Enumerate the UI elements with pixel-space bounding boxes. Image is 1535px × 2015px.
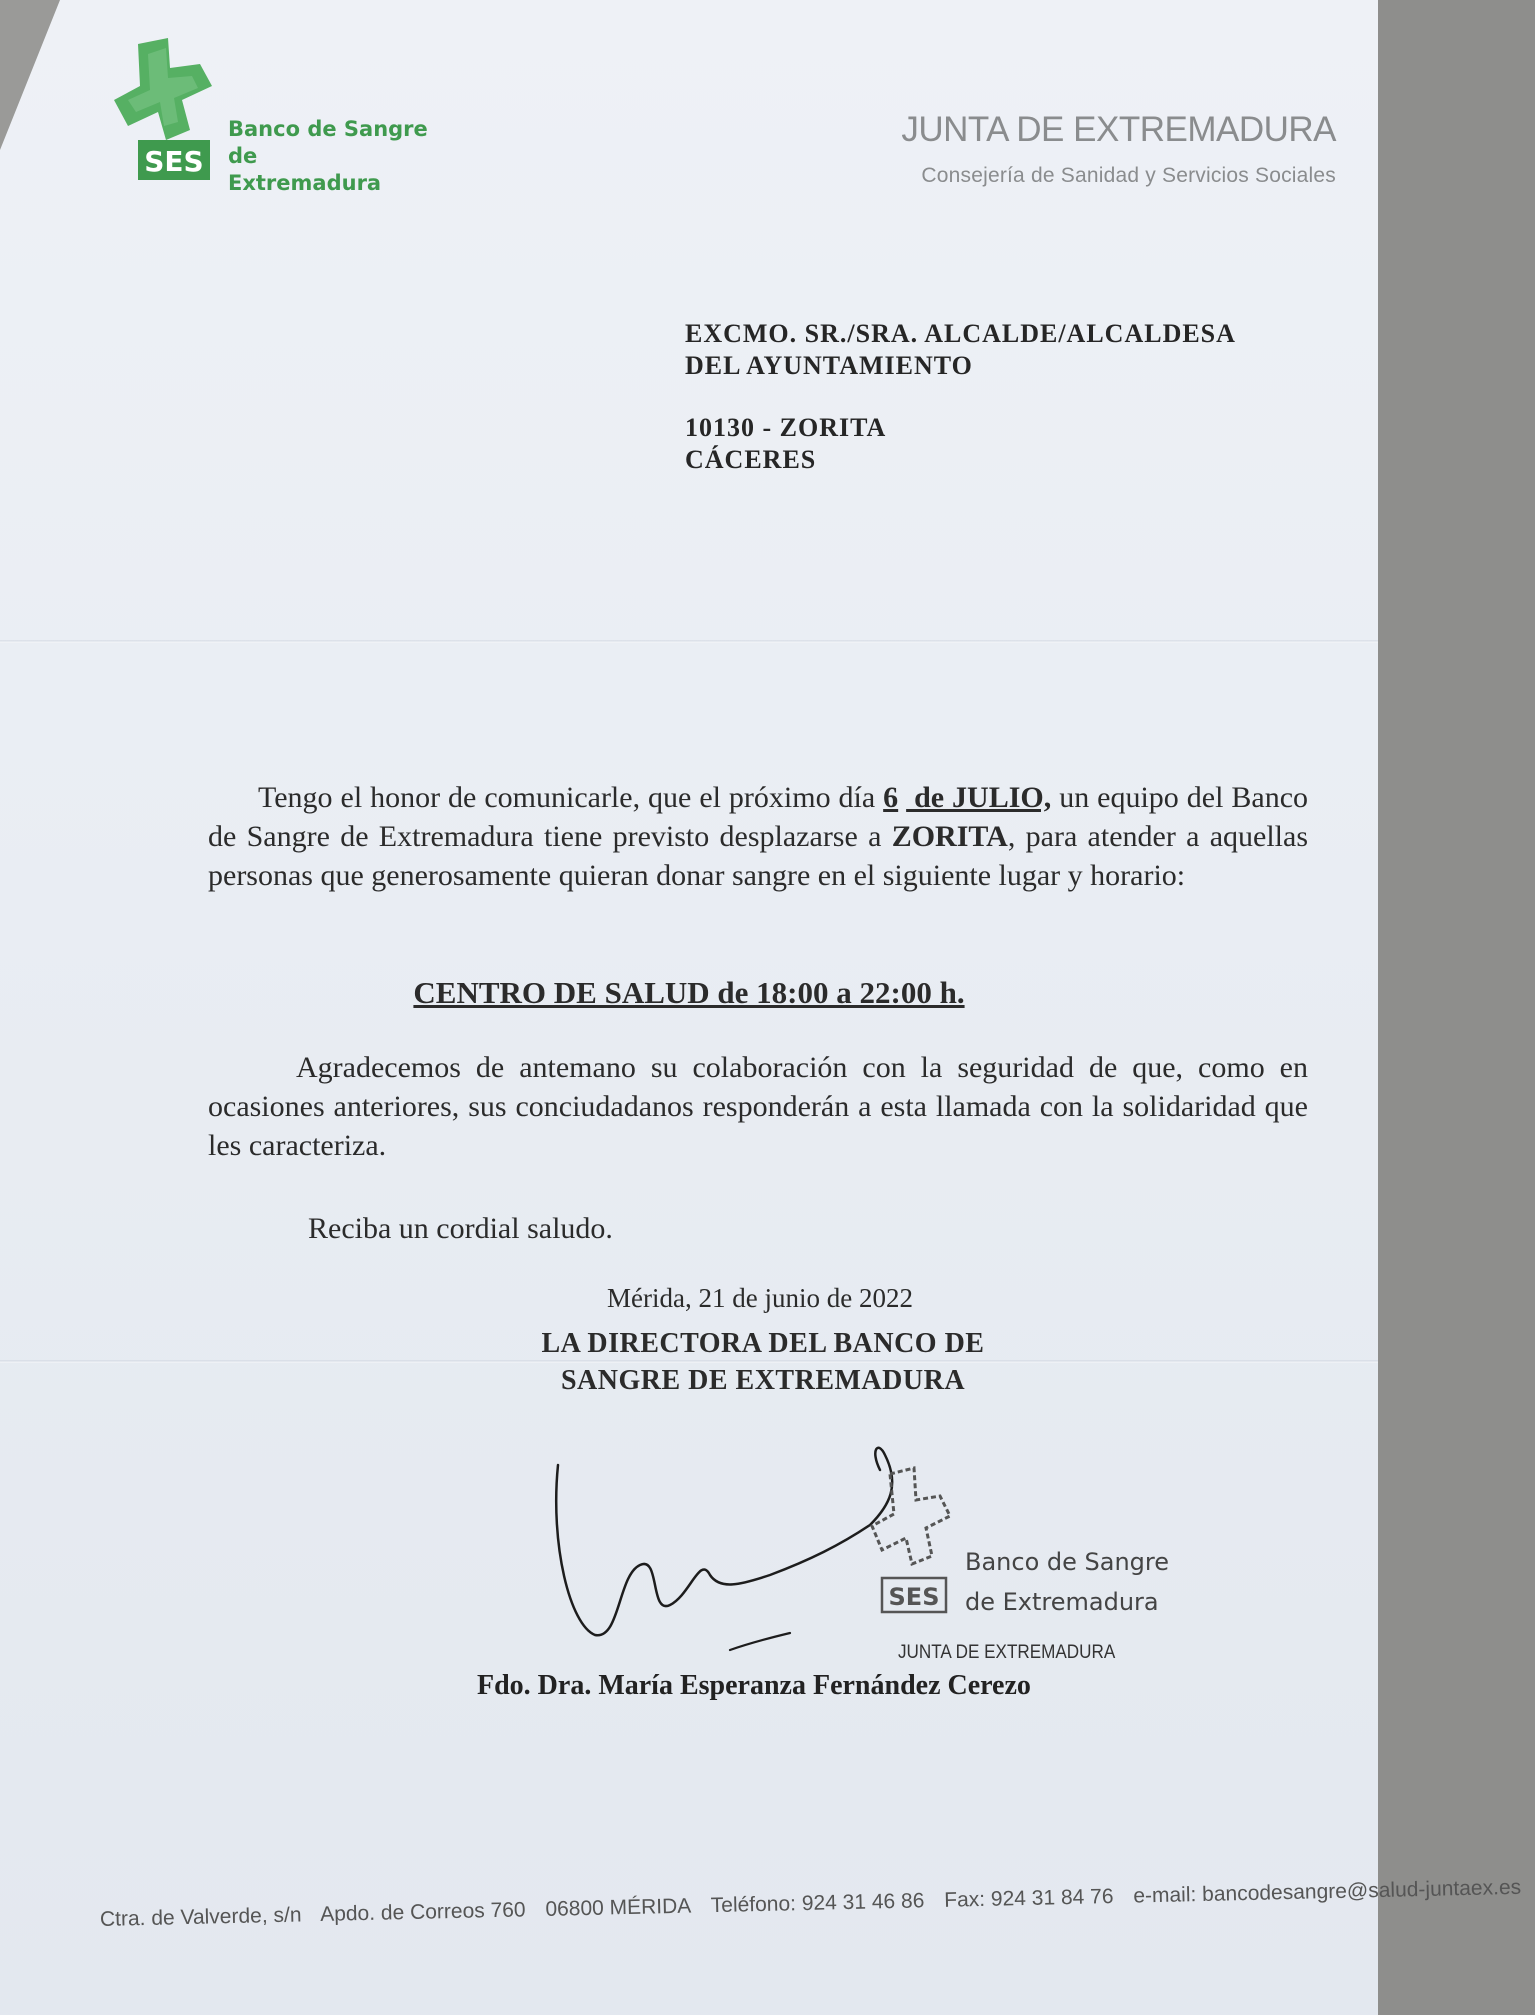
text-run: Agradecemos de antemano su colaboración con la seguridad de que, como en ocasiones anteriores, sus conciudadanos responderán a esta llamada con la solidaridad que les caracteriza. [208,1051,1308,1162]
event-location-time [0,975,1378,1011]
text-run: un equipo del Banco de Sangre de Extremadura tiene previsto desplazarse a [208,781,1309,853]
signatory-title-line: SANGRE DE EXTREMADURA [560,1365,966,1396]
recipient-line: 10130 - ZORITA [685,413,887,442]
stamp-line: Banco de Sangre [965,1548,1170,1576]
stamp-logo-lettering: SES [888,1583,940,1611]
letter-date: Mérida, 21 de junio de 2022 [607,1283,913,1313]
text-run: , para atender a aquellas personas que generosamente quieran donar sangre en el siguiente lugar y horario: [208,820,1308,892]
signatory-title [0,1325,1526,1399]
folded-corner [0,0,60,150]
signatory-name: Fdo. Dra. María Esperanza Fernández Cerezo [477,1670,1031,1701]
paragraph-greeting: Reciba un cordial saludo. [308,1212,613,1245]
ses-logo-icon [108,34,218,186]
ses-line: Banco de Sangre [228,117,428,141]
event-day: 6 [883,781,899,814]
footer-fax: Fax: 924 31 84 76 [943,1885,1114,1912]
stamp-org-name [965,1542,1169,1622]
recipient-line: EXCMO. SR./SRA. ALCALDE/ALCALDESA [685,319,1236,348]
event-place: ZORITA [891,820,1008,853]
event-month: de JULIO, [906,781,1052,814]
footer-address: Ctra. de Valverde, s/n [99,1903,302,1931]
recipient-address [685,318,1236,476]
junta-header [901,110,1336,188]
recipient-line: DEL AYUNTAMIENTO [685,351,973,380]
stamp-logo-icon [868,1460,958,1630]
ses-org-name [228,116,428,197]
ses-logo-lettering: SES [144,145,204,178]
ses-line: Extremadura [228,171,382,195]
recipient-line: CÁCERES [685,445,817,474]
paragraph-announcement [208,778,1308,895]
paragraph-thanks [208,1048,1308,1165]
stamp-junta: JUNTA DE EXTREMADURA [898,1642,1116,1663]
footer-city: 06800 MÉRIDA [545,1894,692,1921]
footer-po-box: Apdo. de Correos 760 [319,1898,526,1927]
footer-email: e-mail: bancodesangre@salud-juntaex.es [1133,1875,1522,1908]
junta-subtitle: Consejería de Sanidad y Servicios Sociales [921,164,1336,187]
ses-line: de [228,144,258,168]
text-run: Tengo el honor de comunicarle, que el próximo día [258,781,884,814]
footer-phone: Teléfono: 924 31 46 86 [710,1889,925,1918]
signatory-title-line: LA DIRECTORA DEL BANCO DE [541,1328,985,1359]
junta-title: JUNTA DE EXTREMADURA [901,110,1336,149]
paper-crease [0,640,1378,643]
stamp-line: de Extremadura [965,1588,1159,1616]
handwritten-signature [540,1425,920,1665]
centro-text: CENTRO DE SALUD de 18:00 a 22:00 h. [413,975,965,1010]
letter-footer [100,1875,1535,1932]
